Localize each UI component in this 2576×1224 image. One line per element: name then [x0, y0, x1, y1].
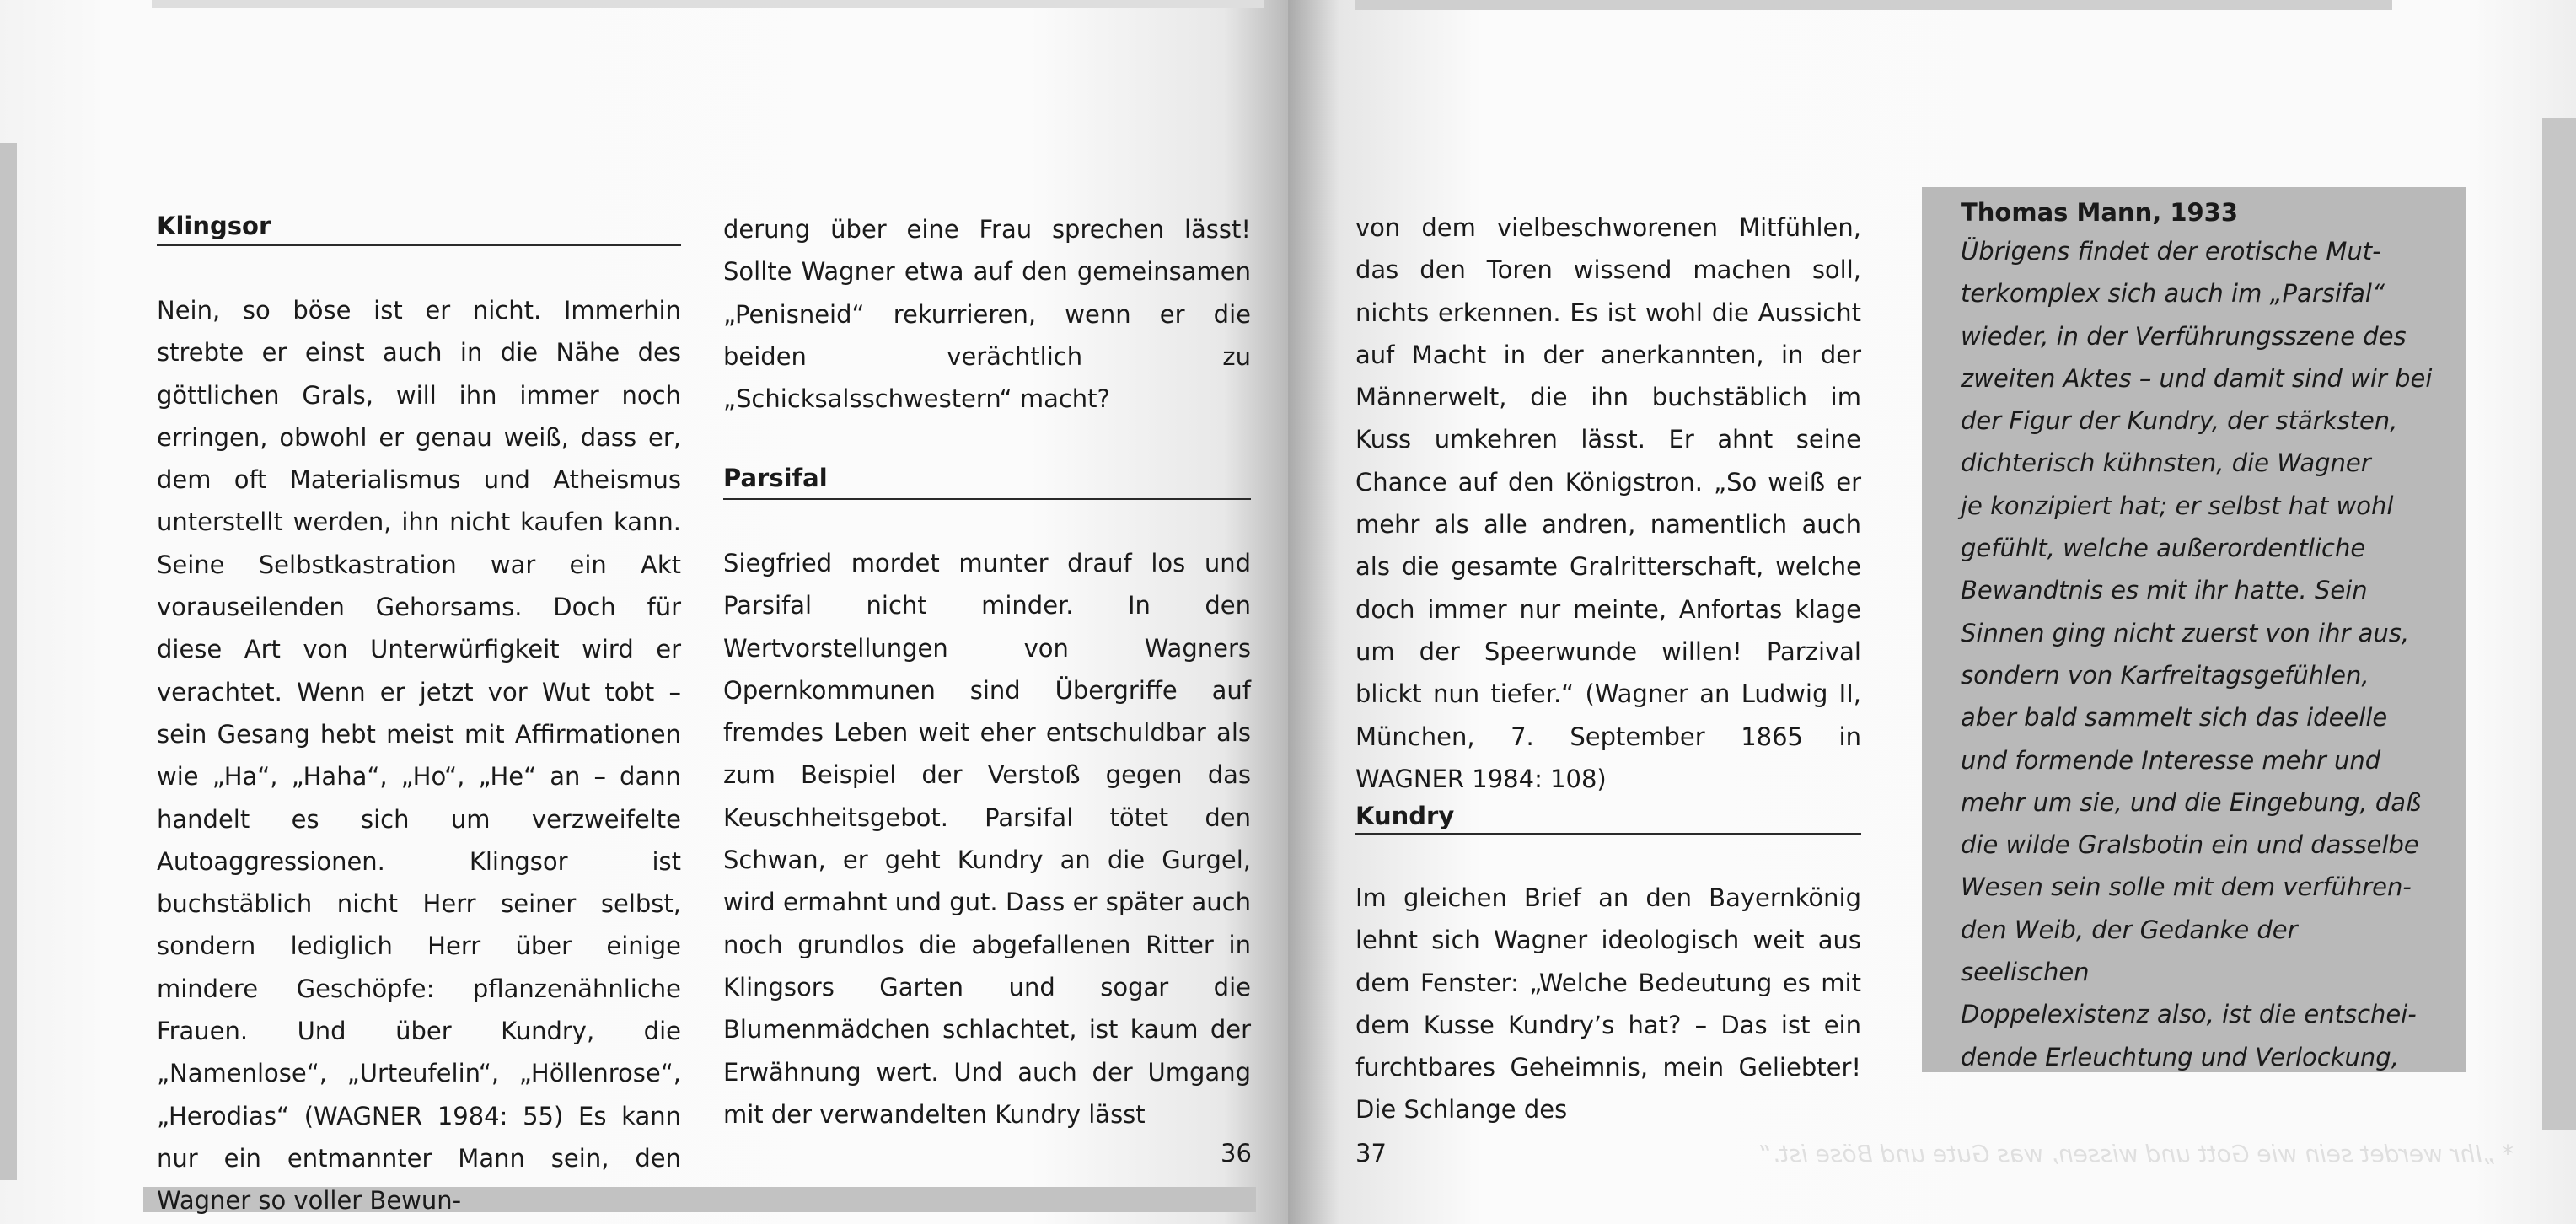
body-text-klingsor: Nein, so böse ist er nicht. Immerhin strebte er einst auch in die Nähe des göttlichen Grals, will ihn immer noch erringen, obwohl er genau weiß, dass er, dem oft Materialismus und Atheismus unterstellt werden, ihn nicht kaufen kann. Seine Selbstkastration war ein Akt vorauseilenden Gehorsams. Doch für diese Art von Unterwürfigkeit wird er verachtet. Wenn er jetzt vor Wut tobt – sein Gesang hebt meist mit Affirmationen wie „Ha“, „Haha“, „Ho“, „He“ an – dann handelt es sich um verzweifelte Autoaggressionen. Klingsor ist buchstäblich nicht Herr seiner selbst, sondern lediglich Herr über einige mindere Geschöpfe: pflanzenähnliche Frauen. Und über Kundry, die „Namenlose“, „Urteufelin“, „Höllenrose“, „Herodias“ (WAGNER 1984: 55) Es kann nur ein entmannter Mann sein, den Wagner so voller Bewun-: [157, 296, 681, 1216]
quote-line: Doppelexistenz also, ist die entschei-: [1961, 1000, 2417, 1029]
section-heading-parsifal: Parsifal: [723, 464, 828, 492]
body-text-parsifal: Siegfried mordet munter drauf los und Parsifal nicht minder. In den Wertvorstellungen von Wagners Opernkommunen sind Übergriffe auf fremdes Leben weit eher entschuldbar als zum Beispiel der Verstoß gegen das Keuschheitsgebot. Parsifal tötet den Schwan, er geht Kundry an die Gurgel, wird ermahnt und gut. Dass er später auch noch grundlos die abgefallenen Ritter in Klingsors Garten und sogar die Blumenmädchen schlachtet, ist kaum der Erwähnung wert. Und auch der Umgang mit der verwandelten Kundry lässt: [723, 549, 1251, 1129]
section-heading-klingsor: Klingsor: [157, 212, 271, 240]
quote-line: Übrigens findet der erotische Mut-: [1961, 237, 2381, 266]
quote-line: terkomplex sich auch im „Parsifal“: [1961, 279, 2385, 309]
quote-line: und formende Interesse mehr und: [1961, 745, 2381, 775]
quote-line: dichterisch kühnsten, die Wagner: [1961, 448, 2371, 478]
quote-line: je konzipiert hat; er selbst hat wohl: [1961, 491, 2394, 520]
page-number: 37: [1355, 1139, 1387, 1168]
page-number: 36: [1221, 1139, 1252, 1168]
heading-rule: [1355, 833, 1861, 835]
body-text-continued: von dem vielbeschworenen Mitfühlen, das den Toren wissend machen soll, nichts erkennen. Es ist wohl die Aussicht auf Macht in der anerkannten, in der Männerwelt, die ihn buchstäblich im Kuss umkehren lässt. Er ahnt seine Chance auf den Königstron. „So weiß er mehr als alle andren, namentlich auch als die gesamte Gralritterschaft, welche doch immer nur meinte, Anfortas klage um der Speerwunde willen! Parzival blickt nun tiefer.“ (Wagner an Ludwig II, München, 7. September 1865 in WAGNER 1984: 108): [1355, 213, 1861, 793]
quote-line: mehr um sie, und die Eingebung, daß: [1961, 787, 2422, 817]
bleed-through-footnote: * „Ihr werdet sein wie Gott und wissen, was Gute und Böse ist.“: [1760, 1140, 2514, 1168]
quote-line: dende Erleuchtung und Verlockung,: [1961, 1042, 2399, 1071]
section-heading-kundry: Kundry: [1355, 802, 1455, 830]
quote-line: gefühlt, welche außerordentliche: [1961, 534, 2366, 563]
body-text-continued: derung über eine Frau sprechen lässt! Sollte Wagner etwa auf den gemeinsamen „Penisneid“ rekurrieren, wenn er die beiden verächtlich zu „Schicksalsschwestern“ macht?: [723, 215, 1251, 414]
quote-line: der Figur der Kundry, der stärksten,: [1961, 406, 2398, 436]
heading-rule: [157, 244, 681, 246]
quote-box: [1922, 187, 2466, 1072]
body-text-kundry: Im gleichen Brief an den Bayernkönig lehnt sich Wagner ideologisch weit aus dem Fenster: „Welche Bedeutung es mit dem Kusse Kundry’s hat? – Das ist ein furchtbares Geheimnis, mein Geliebter! Die Schlange des: [1355, 883, 1861, 1125]
quote-line: wieder, in der Verführungsszene des: [1961, 321, 2407, 351]
right-page-edge: [2542, 118, 2576, 1130]
quote-line: Wesen sein solle mit dem verführen-: [1961, 872, 2412, 902]
quote-line: Bewandtnis es mit ihr hatte. Sein: [1961, 576, 2368, 605]
left-page-edge: [0, 143, 17, 1180]
quote-heading: Thomas Mann, 1933: [1961, 198, 2239, 227]
quote-line: sondern von Karfreitagsgefühlen,: [1961, 660, 2369, 690]
quote-line: Sinnen ging nicht zuerst von ihr aus,: [1961, 618, 2410, 647]
quote-line: aber bald sammelt sich das ideelle: [1961, 703, 2388, 733]
quote-line: die wilde Gralsbotin ein und dasselbe: [1961, 830, 2419, 860]
quote-line: den Weib, der Gedanke der seelischen: [1961, 915, 2298, 987]
top-shade: [1355, 0, 2392, 10]
heading-rule: [723, 498, 1251, 500]
top-shade: [152, 0, 1264, 8]
quote-line: zweiten Aktes – und damit sind wir bei: [1961, 363, 2433, 393]
right-page: [1288, 0, 2576, 1224]
quote-text: [1961, 230, 2433, 1078]
